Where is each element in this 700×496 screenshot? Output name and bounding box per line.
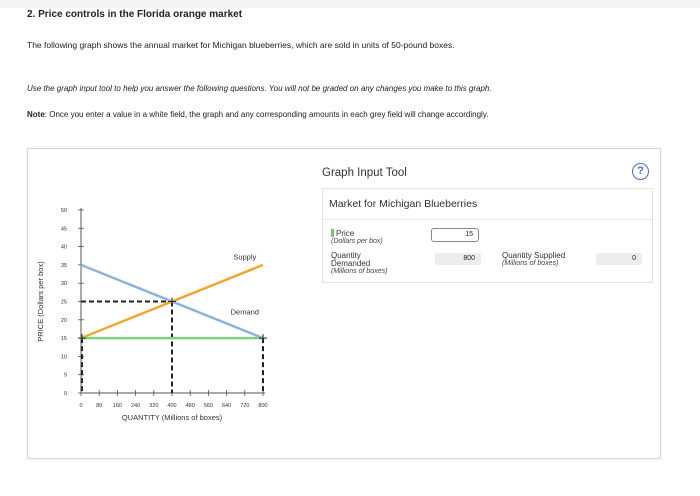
price-label: Price xyxy=(336,229,355,238)
graph-input-tool xyxy=(322,188,653,283)
qd-unit: (Millions of boxes) xyxy=(331,268,388,275)
y-tick-label: 10 xyxy=(60,354,67,361)
x-tick-label: 720 xyxy=(240,403,250,409)
question-intro: The following graph shows the annual market for Michigan blueberries, which are sold in units of 50-pound boxes. xyxy=(27,40,455,50)
question-instructions: Use the graph input tool to help you answer the following questions. You will not be graded on any changes you make to this graph. xyxy=(27,84,492,93)
qd-label-2: Demanded xyxy=(331,259,371,268)
y-tick-label: 50 xyxy=(60,208,67,214)
top-bar xyxy=(0,0,700,8)
y-tick-label: 0 xyxy=(63,391,67,397)
quantity-demanded-label-group xyxy=(331,252,387,276)
y-tick-label: 15 xyxy=(60,336,67,343)
x-tick-label: 480 xyxy=(185,403,195,409)
qd-label-1: Quantity xyxy=(331,251,361,260)
tool-divider xyxy=(323,219,652,220)
x-tick-label: 640 xyxy=(222,403,232,409)
x-tick-label: 320 xyxy=(149,403,159,409)
y-tick-label: 25 xyxy=(60,299,67,306)
y-tick-label: 40 xyxy=(60,244,67,251)
y-tick-label: 35 xyxy=(60,262,67,269)
note-label: Note xyxy=(27,110,45,119)
price-label-group xyxy=(331,229,383,246)
graph-panel xyxy=(27,148,661,459)
quantity-demanded-field: 800 xyxy=(435,253,481,265)
quantity-supplied-label-group xyxy=(502,252,565,268)
qs-unit: (Millions of boxes) xyxy=(502,260,559,267)
x-tick-label: 80 xyxy=(96,403,103,409)
x-tick-label: 240 xyxy=(131,403,141,409)
note-text: : Once you enter a value in a white field, the graph and any corresponding amounts in each grey field will change accordingly. xyxy=(44,110,489,119)
y-tick-label: 5 xyxy=(63,372,67,379)
price-marker-icon xyxy=(331,229,334,237)
qs-label: Quantity Supplied xyxy=(502,251,566,260)
graph-input-tool-title: Graph Input Tool xyxy=(322,167,407,179)
y-tick-label: 20 xyxy=(60,317,67,324)
x-tick-label: 0 xyxy=(79,403,83,409)
help-icon[interactable]: ? xyxy=(632,163,649,180)
price-input[interactable]: 15 xyxy=(431,228,479,242)
y-tick-label: 45 xyxy=(60,226,67,233)
x-axis-label: QUANTITY (Millions of boxes) xyxy=(121,413,223,422)
x-tick-label: 800 xyxy=(258,403,268,409)
x-tick-label: 160 xyxy=(112,403,122,409)
question-title: 2. Price controls in the Florida orange market xyxy=(27,9,243,20)
x-tick-label: 400 xyxy=(167,403,177,409)
demand-label: Demand xyxy=(230,307,259,317)
market-subtitle: Market for Michigan Blueberries xyxy=(329,198,478,210)
y-axis-label: PRICE (Dollars per box) xyxy=(36,261,45,342)
x-tick-label: 560 xyxy=(203,403,213,409)
quantity-supplied-field: 0 xyxy=(596,253,642,265)
market-graph xyxy=(28,149,318,449)
y-tick-label: 30 xyxy=(60,281,67,288)
price-unit: (Dollars per box) xyxy=(331,238,383,245)
supply-label: Supply xyxy=(233,252,257,262)
question-note xyxy=(27,110,488,119)
